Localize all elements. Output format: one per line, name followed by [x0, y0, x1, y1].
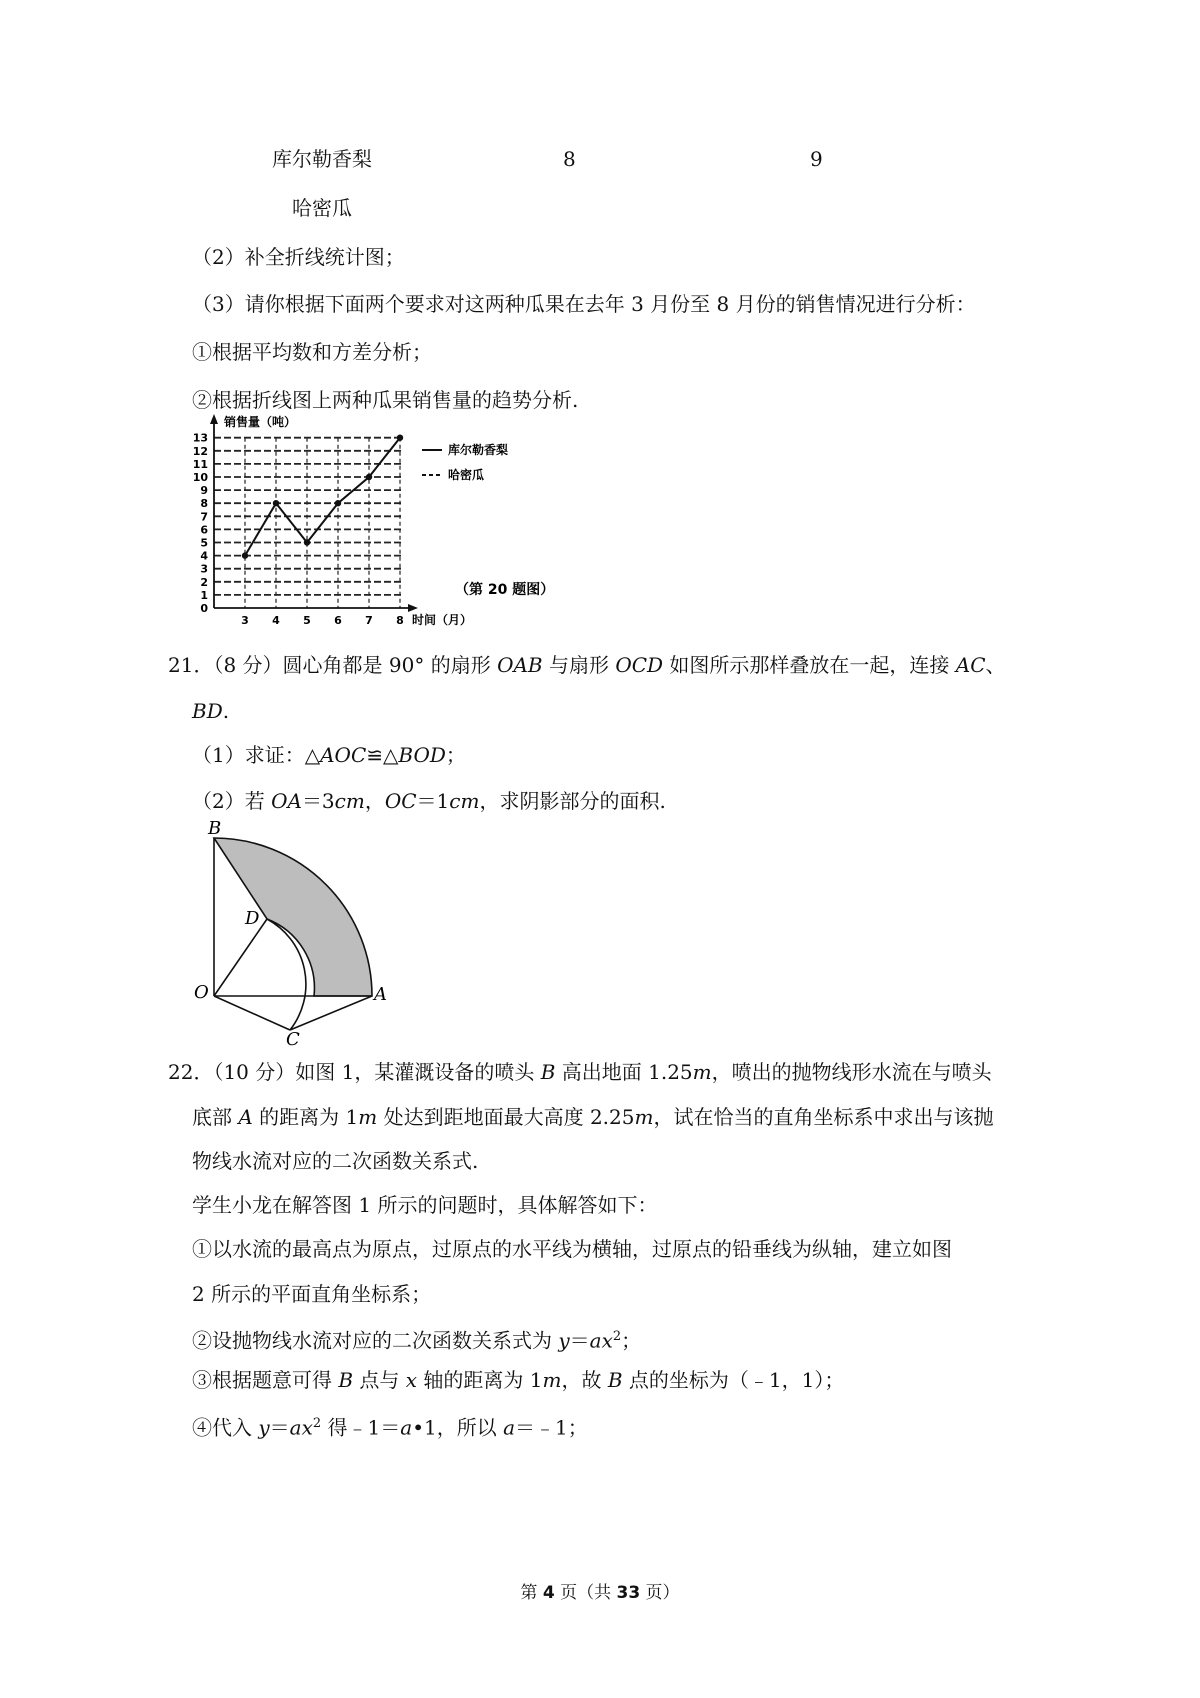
- series-line: [245, 438, 400, 556]
- data-point: [397, 435, 403, 441]
- unit: m: [542, 1368, 562, 1392]
- segment-ac: AC: [955, 653, 986, 677]
- y-tick-label: 1: [200, 588, 208, 602]
- var: y: [258, 1415, 270, 1440]
- segment-ac: [290, 996, 372, 1030]
- text: 底部: [192, 1105, 239, 1129]
- q22-line6: 2 所示的平面直角坐标系；: [192, 1282, 432, 1306]
- text: 22．（10 分）如图 1，某灌溉设备的喷头: [168, 1060, 541, 1084]
- y-axis-title: 销售量（吨）: [224, 415, 297, 429]
- var: a: [400, 1415, 413, 1440]
- label-b: B: [208, 818, 222, 839]
- label-c: C: [286, 1029, 300, 1047]
- text: ，: [364, 789, 385, 813]
- text: 、: [985, 653, 1006, 677]
- segment-oa: OA: [271, 789, 302, 813]
- text: ，故: [561, 1368, 608, 1392]
- text: ②设抛物线水流对应的二次函数关系式为: [192, 1328, 559, 1353]
- unit: m: [358, 1105, 378, 1129]
- text: （2）若: [192, 789, 272, 813]
- y-tick-label: 2: [200, 575, 208, 589]
- var: a: [503, 1415, 516, 1440]
- data-point: [335, 500, 341, 506]
- x-tick-label: 3: [241, 614, 249, 627]
- x-axis-title: 时间（月）: [412, 613, 473, 627]
- var: B: [607, 1368, 623, 1392]
- y-axis-arrow: [210, 414, 218, 424]
- text: ≌△: [366, 743, 399, 767]
- x-tick-label: 7: [365, 614, 373, 627]
- var: B: [540, 1060, 556, 1084]
- text: 高出地面 1.25: [555, 1060, 693, 1084]
- sector-figure: [190, 812, 400, 1047]
- var: x: [405, 1368, 418, 1392]
- text: ＝﹣1；: [515, 1415, 588, 1440]
- text: ；: [445, 743, 466, 767]
- x-tick-label: 6: [334, 614, 342, 627]
- text: ＝1: [416, 789, 450, 813]
- text: 如图所示那样叠放在一起，连接: [663, 653, 956, 677]
- segment-oc: [214, 996, 290, 1030]
- var: ax: [589, 1328, 613, 1353]
- unit: m: [692, 1060, 712, 1084]
- text: 页）: [640, 1583, 680, 1603]
- x-axis-arrow: [408, 604, 418, 612]
- legend-label: 哈密瓜: [448, 468, 485, 482]
- table-row: [272, 145, 372, 173]
- text: 得﹣1＝: [321, 1415, 401, 1440]
- q22-line4: 学生小龙在解答图 1 所示的问题时，具体解答如下：: [192, 1193, 658, 1217]
- text: ＝3: [301, 789, 335, 813]
- q20-part2: （2）补全折线统计图；: [192, 245, 405, 269]
- text: 页（共: [554, 1583, 617, 1603]
- segment-od: [214, 919, 267, 996]
- unit: cm: [449, 789, 480, 813]
- label-o: O: [194, 982, 209, 1003]
- text: ＝: [269, 1415, 290, 1440]
- sector-ocd: OCD: [615, 653, 664, 677]
- y-tick-label: 10: [192, 471, 208, 484]
- x-tick-label: 8: [396, 614, 404, 627]
- fruit-name: 库尔勒香梨: [272, 147, 372, 171]
- text: .: [222, 699, 230, 723]
- x-tick-label: 5: [303, 614, 311, 627]
- exponent: 2: [612, 1329, 622, 1344]
- q22-line8: [192, 1366, 844, 1394]
- q22-line5: ①以水流的最高点为原点，过原点的水平线为横轴，过原点的铅垂线为纵轴，建立如图: [192, 1237, 952, 1261]
- text: ＝: [569, 1328, 590, 1353]
- text: 的距离为 1: [252, 1105, 359, 1129]
- text: ，试在恰当的直角坐标系中求出与该抛: [653, 1105, 994, 1129]
- text: （1）求证：△: [192, 743, 321, 767]
- triangle-bod: BOD: [398, 743, 446, 767]
- triangle-aoc: AOC: [320, 743, 367, 767]
- page-footer: [0, 1578, 1200, 1603]
- unit: cm: [334, 789, 365, 813]
- q22-line2: [192, 1103, 993, 1131]
- text: 点的坐标为（﹣1，1）；: [622, 1368, 845, 1392]
- fruit-name: 哈密瓜: [292, 196, 352, 220]
- q20-item1: ①根据平均数和方差分析；: [192, 340, 432, 364]
- text: 21．（8 分）圆心角都是 90° 的扇形: [168, 653, 498, 677]
- x-tick-label: 4: [272, 614, 280, 627]
- var: ax: [289, 1415, 313, 1440]
- page-total: 33: [616, 1583, 641, 1603]
- data-point: [242, 552, 248, 558]
- sector-oab: OAB: [497, 653, 543, 677]
- data-point: [273, 500, 279, 506]
- y-tick-label: 9: [200, 484, 208, 498]
- table-variance: 9: [810, 147, 823, 171]
- q20-item2: ②根据折线图上两种瓜果销售量的趋势分析.: [192, 388, 579, 412]
- data-point: [366, 474, 372, 480]
- text: 与扇形: [542, 653, 616, 677]
- label-d: D: [245, 908, 260, 929]
- y-tick-label: 0: [200, 602, 208, 615]
- q21-stem: [168, 651, 1006, 679]
- segment-bd: BD: [192, 699, 223, 723]
- exponent: 2: [312, 1416, 322, 1431]
- label-a: A: [374, 984, 387, 1005]
- q21-part2: [192, 787, 666, 815]
- q21-part1: [192, 741, 466, 769]
- y-tick-label: 6: [200, 523, 208, 537]
- var: A: [238, 1105, 253, 1129]
- legend-label: 库尔勒香梨: [448, 443, 509, 457]
- q22-line9: [192, 1410, 588, 1442]
- unit: m: [634, 1105, 654, 1129]
- y-tick-label: 4: [200, 549, 208, 563]
- shaded-region: [214, 838, 372, 996]
- text: ③根据题意可得: [192, 1368, 339, 1392]
- var: y: [558, 1328, 570, 1353]
- q22-line1: [168, 1058, 992, 1086]
- text: 点与: [353, 1368, 406, 1392]
- q21-stem-cont: [192, 697, 229, 725]
- y-tick-label: 7: [200, 510, 208, 524]
- text: ；: [621, 1328, 642, 1353]
- chart-caption: （第 20 题图）: [455, 582, 555, 598]
- segment-oc: OC: [384, 789, 417, 813]
- text: 处达到距地面最大高度 2.25: [377, 1105, 635, 1129]
- y-tick-label: 13: [192, 431, 208, 445]
- var: B: [338, 1368, 354, 1392]
- text: •1，所以: [412, 1415, 504, 1440]
- y-tick-label: 3: [200, 562, 208, 576]
- q20-part3: （3）请你根据下面两个要求对这两种瓜果在去年 3 月份至 8 月份的销售情况进行分析：: [192, 292, 976, 316]
- page-number: 4: [542, 1583, 555, 1603]
- q22-line7: [192, 1323, 641, 1355]
- text: ④代入: [192, 1415, 259, 1440]
- y-tick-label: 11: [192, 457, 208, 471]
- y-tick-label: 8: [200, 497, 208, 511]
- q22-line3: 物线水流对应的二次函数关系式.: [192, 1149, 479, 1173]
- sales-line-chart: [190, 410, 610, 635]
- table-row: [292, 194, 352, 222]
- text: ，喷出的抛物线形水流在与喷头: [711, 1060, 992, 1084]
- table-mean: 8: [563, 147, 576, 171]
- y-tick-label: 5: [200, 536, 208, 550]
- y-tick-label: 12: [192, 444, 208, 458]
- text: 第: [520, 1583, 543, 1603]
- data-point: [304, 539, 310, 545]
- text: 轴的距离为 1: [417, 1368, 543, 1392]
- text: ，求阴影部分的面积.: [479, 789, 666, 813]
